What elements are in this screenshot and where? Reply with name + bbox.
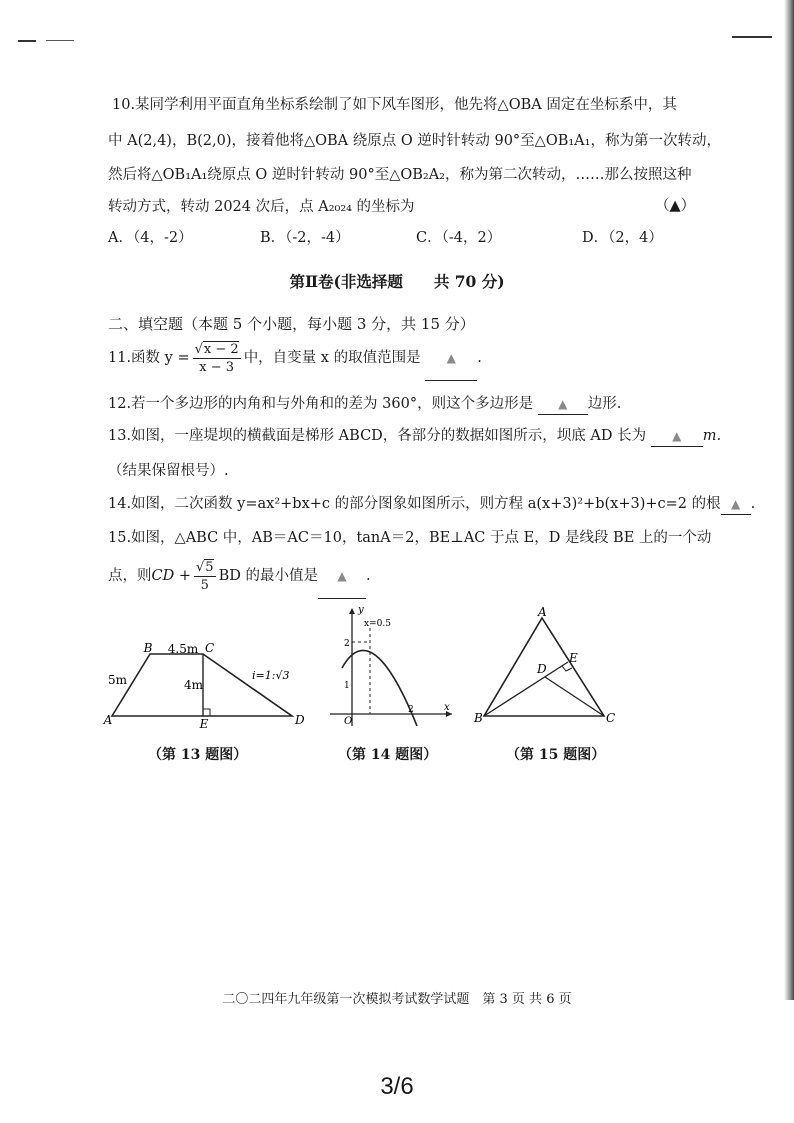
fig13-height-label: 4m [184, 678, 204, 692]
q15-frac-num: 5 [205, 559, 214, 575]
fig14-diagram [322, 604, 462, 729]
q11-denominator: x − 3 [199, 359, 235, 375]
q13-text: 13.如图，一座堤坝的横截面是梯形 ABCD，各部分的数据如图所示，坝底 AD 长为 [108, 428, 647, 444]
q10-option-a: A．（4，-2） [108, 230, 193, 246]
fig14-label-y2: 2 [344, 639, 350, 649]
q14 [108, 494, 755, 515]
fig14-label-x: x [444, 702, 450, 713]
q13 [108, 426, 721, 447]
q11-end: . [477, 350, 482, 366]
fig15-label-d: D [537, 662, 547, 676]
q11-fraction: $\frac{√x - 2}{x - 3}$ [194, 341, 239, 375]
fig13-label-a: A [103, 713, 113, 727]
scan-mark [18, 40, 36, 42]
q10-answer: （▲） [655, 198, 696, 214]
q11-suffix: 中，自变量 x 的取值范围是 [243, 350, 421, 366]
q15-prefix: 点，则 [108, 568, 152, 584]
fig15-label-b: B [474, 711, 483, 725]
q13-unit: m. [702, 428, 722, 444]
scan-edge [784, 0, 794, 1000]
q10-line1: 10.某同学利用平面直角坐标系绘制了如下风车图形，他先将△OBA 固定在坐标系中，其 [112, 97, 677, 113]
fig14-label-x2: 2 [408, 705, 414, 715]
fig14-label-y: y [358, 604, 364, 616]
q10-option-b: B．（-2，-4） [260, 230, 350, 246]
q11 [108, 336, 482, 380]
section2-title: 第Ⅱ卷(非选择题 共 70 分) [289, 272, 505, 291]
q14-answer-blank[interactable]: ▲ [721, 494, 751, 515]
scan-mark [732, 36, 772, 38]
q15-line1: 15.如图，△ABC 中，AB＝AC＝10，tanA＝2，BE⊥AC 于点 E，D 是线段 BE 上的一个动 [108, 530, 712, 546]
fig14-axis-label: x=0.5 [364, 619, 391, 629]
fig15-diagram [470, 604, 630, 729]
q15-expr-b: BD 的最小值是 [218, 568, 318, 584]
scan-mark [46, 40, 74, 41]
q14-end: . [750, 496, 756, 512]
q14-text: 14.如图，二次函数 y=ax²+bx+c 的部分图象如图所示，则方程 a(x+3)²+b(x+3)+c=2 的根 [108, 496, 721, 512]
part2-heading: 二、填空题（本题 5 个小题，每小题 3 分，共 15 分） [108, 315, 475, 333]
q12 [108, 394, 621, 415]
fig13-right-angle [203, 709, 210, 716]
q15-frac-den: 5 [200, 577, 209, 593]
fig14-caption: （第 14 题图） [338, 747, 438, 763]
q11-numerator: x − 2 [203, 341, 239, 357]
fig13-caption: （第 13 题图） [148, 747, 248, 763]
fig15-caption: （第 15 题图） [506, 747, 606, 763]
fig13-label-d: D [295, 713, 305, 727]
fig14-label-y1: 1 [344, 681, 350, 691]
fig13-label-b: B [143, 641, 153, 655]
q15-end: . [365, 568, 371, 584]
q12-answer-blank[interactable]: ▲ [538, 394, 588, 415]
page-footer: 二〇二四年九年级第一次模拟考试数学试题 第 3 页 共 6 页 [222, 992, 572, 1007]
q15-line2 [108, 554, 371, 598]
q15-fraction: $\frac{√5}{5}$ [195, 559, 214, 593]
q15-expr-a: CD + [151, 568, 191, 584]
fig15-segment-be [484, 662, 568, 716]
fig13-diagram [100, 632, 310, 732]
fig15-label-a: A [538, 605, 547, 619]
q10-option-d: D．（2，4） [582, 230, 663, 246]
q10-line3: 然后将△OB₁A₁绕原点 O 逆时针转动 90°至△OB₂A₂，称为第二次转动，……那么按照这种 [108, 167, 692, 183]
fig13-label-c: C [205, 641, 215, 655]
q10-line2: 中 A(2,4)，B(2,0)，接着他将△OBA 绕原点 O 逆时针转动 90°至△OB₁A₁，称为第一次转动， [108, 133, 721, 149]
fig15-segment-cd [545, 677, 604, 716]
q11-answer-blank[interactable]: ▲ [425, 336, 477, 381]
q12-end: 边形. [587, 396, 622, 412]
q10-line4: 转动方式，转动 2024 次后，点 A₂₀₂₄ 的坐标为 [108, 199, 415, 215]
fig14-y-arrow [349, 608, 355, 614]
fig13-label-e: E [199, 717, 209, 731]
fig14-label-o: O [344, 716, 353, 727]
fig15-label-e: E [569, 651, 578, 665]
q13-line2: （结果保留根号）. [108, 463, 229, 479]
fig13-slope-label: i=1:√3 [252, 669, 290, 682]
q15-answer-blank[interactable]: ▲ [318, 554, 366, 599]
page-indicator: 3/6 [380, 1073, 414, 1100]
fig13-top-length: 4.5m [167, 642, 199, 656]
q10-option-c: C．（-4，2） [416, 230, 502, 246]
fig13-side-length: 5m [108, 673, 128, 687]
q11-prefix: 11.函数 y = [108, 350, 190, 366]
fig14-parabola [342, 650, 417, 726]
q13-answer-blank[interactable]: ▲ [651, 426, 703, 447]
q12-text: 12.若一个多边形的内角和与外角和的差为 360°，则这个多边形是 [108, 396, 534, 412]
fig15-right-angle [562, 666, 572, 671]
fig15-label-c: C [606, 711, 616, 725]
